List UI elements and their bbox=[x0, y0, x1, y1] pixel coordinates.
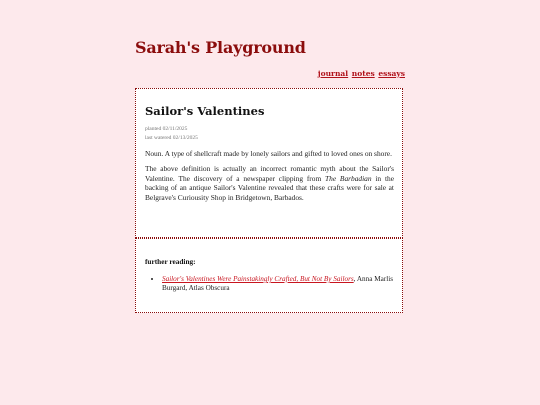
nav-link-essays[interactable]: essays bbox=[378, 69, 405, 78]
site-title: Sarah's Playground bbox=[135, 38, 306, 57]
history-text-start: The above definition is actually an incorrect romantic myth about the Sailor's Valentine. The discovery of a newspaper clipping from bbox=[145, 164, 394, 183]
last-watered-date: last watered 02/13/2025 bbox=[145, 135, 198, 141]
nav-link-journal[interactable]: journal bbox=[317, 69, 349, 78]
history-text-end: in the backing of an antique Sailor's Valentine revealed that these crafts were for sale at Belgrave's Curiousity Shop in Bridgetown, Barbados. bbox=[145, 173, 394, 202]
history-paragraph bbox=[145, 164, 394, 202]
definition-paragraph: Noun. A type of shellcraft made by lonely sailors and gifted to loved ones on shore. bbox=[145, 149, 392, 158]
further-reading-card bbox=[135, 238, 403, 313]
post-meta bbox=[145, 125, 394, 143]
list-item bbox=[162, 275, 394, 293]
post-title: Sailor's Valentines bbox=[145, 104, 265, 118]
nav-link-notes[interactable]: notes bbox=[351, 69, 375, 78]
planted-date: planted 02/11/2025 bbox=[145, 126, 188, 132]
post-card bbox=[135, 88, 403, 238]
further-reading-list bbox=[145, 275, 394, 293]
top-nav bbox=[317, 69, 405, 78]
further-reading-heading: further reading: bbox=[145, 257, 196, 266]
further-reading-source: , Anna Marlis Burgard, Atlas Obscura bbox=[162, 275, 393, 293]
newspaper-title: The Barbadian bbox=[325, 173, 372, 183]
further-reading-link[interactable]: Sailor's Valentines Were Painstakingly Crafted, But Not By Sailors bbox=[162, 275, 354, 283]
